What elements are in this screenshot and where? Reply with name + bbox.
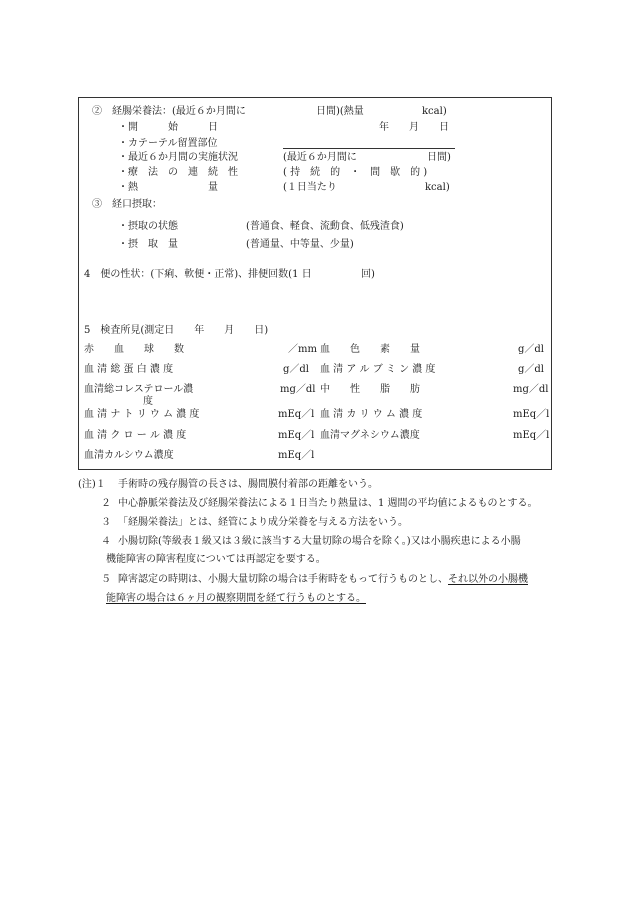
exam-row-unit: mEq／l (513, 430, 550, 441)
note-5-line-2: 能障害の場合は６ヶ月の観察期間を経て行うものとする。 (106, 593, 366, 604)
oral-state-value: (普通食、軽食、流動食、低残渣食) (246, 221, 404, 232)
calorie-label: ・熱 量 (118, 182, 218, 193)
start-date-ymd: 年 月 日 (379, 122, 449, 133)
calorie-value-b: kcal) (425, 182, 450, 193)
note-5-underlined: それ以外の小腸機 (448, 574, 528, 585)
continuity-value: ( 持 続 的 ・ 間 歇 的 ) (283, 167, 428, 178)
oral-heading: ③ 経口摂取： (92, 199, 162, 210)
note-3-label: ３ (101, 517, 111, 528)
exam-row-label: 血 色 素 量 (320, 344, 420, 355)
start-date-label: ・開 始 日 (118, 122, 218, 133)
note-2: 中心静脈栄養法及び経腸栄養法による１日当たり熱量は、1 週間の平均値によるものとする。 (118, 498, 538, 509)
exam-row-unit: g／dl (283, 364, 310, 375)
exam-row-unit: mEq／l (278, 430, 315, 441)
exam-row-label: 血清カルシウム濃度 (84, 450, 174, 461)
note-3: 「経腸栄養法」とは、経管により成分栄養を与える方法をいう。 (118, 517, 408, 528)
exam-row-label: 中 性 脂 肪 (320, 384, 420, 395)
exam-row-label: 血 清 ナ ト リ ウ ム 濃 度 (84, 409, 200, 420)
catheter-label: ・カテーテル留置部位 (118, 138, 218, 149)
enteral-heading: ② 経腸栄養法：(最近６か月間に (92, 106, 246, 117)
exam-row-unit: mEq／l (278, 409, 315, 420)
note-2-label: ２ (101, 498, 111, 509)
exam-row-label-wrap: 度 (143, 396, 153, 407)
enteral-days: 日間)(熱量 (316, 106, 364, 117)
oral-state-label: ・摂取の状態 (118, 221, 178, 232)
exam-row-label: 血清マグネシウム濃度 (320, 430, 420, 441)
exam-row-label: 赤 血 球 数 (84, 344, 184, 355)
exam-heading: 5 検査所見(測定日 年 月 日) (84, 325, 269, 336)
stool-text-b: 回) (361, 269, 375, 280)
calorie-value-a: (１日当たり (283, 182, 337, 193)
note-1: 手術時の残存腸管の長さは、腸間膜付着部の距離をいう。 (118, 479, 378, 490)
note-5-label: ５ (101, 574, 111, 585)
exam-row-label: 血 清 ア ル ブ ミ ン 濃 度 (320, 364, 436, 375)
catheter-line (283, 148, 455, 149)
note-4-label: ４ (101, 536, 111, 547)
note-5-line-1 (118, 575, 528, 585)
oral-amount-value: (普通量、中等量、少量) (246, 239, 354, 250)
note-4-line-2: 機能障害の障害程度については再認定を要する。 (106, 554, 326, 565)
continuity-label: ・療 法 の 連 続 性 (118, 167, 238, 178)
oral-amount-label: ・摂 取 量 (118, 239, 178, 250)
note-4-line-1: 小腸切除(等級表１級又は３級に該当する大量切除の場合を除く。)又は小腸疾患による小腸 (118, 536, 521, 547)
exam-row-unit: mEq／l (278, 450, 315, 461)
note-5-text: 障害認定の時期は、小腸大量切除の場合は手術時をもって行うものとし、 (118, 574, 448, 585)
exam-row-label: 血清総コレステロール濃 (84, 384, 194, 395)
exam-row-unit: mg／dl (280, 384, 316, 395)
exam-row-label: 血 清 ク ロ ー ル 濃 度 (84, 430, 187, 441)
exam-row-unit: mg／dl (513, 384, 549, 395)
exam-row-label: 血 清 総 蛋 白 濃 度 (84, 364, 174, 375)
exam-row-label: 血 清 カ リ ウ ム 濃 度 (320, 409, 423, 420)
exam-row-unit: mEq／l (513, 409, 550, 420)
exam-row-unit: g／dl (518, 364, 545, 375)
exam-row-unit: ／mm (288, 344, 317, 355)
status-label: ・最近６か月間の実施状況 (118, 152, 238, 163)
stool-text-a: 4 便の性状：(下痢、軟便・正常)、排便回数(1 日 (84, 269, 312, 280)
exam-row-unit: g／dl (518, 344, 545, 355)
status-value-a: (最近６か月間に (283, 152, 357, 163)
note-1-label: (注)１ (78, 479, 106, 490)
enteral-kcal: kcal) (422, 106, 447, 117)
status-value-b: 日間) (427, 152, 451, 163)
